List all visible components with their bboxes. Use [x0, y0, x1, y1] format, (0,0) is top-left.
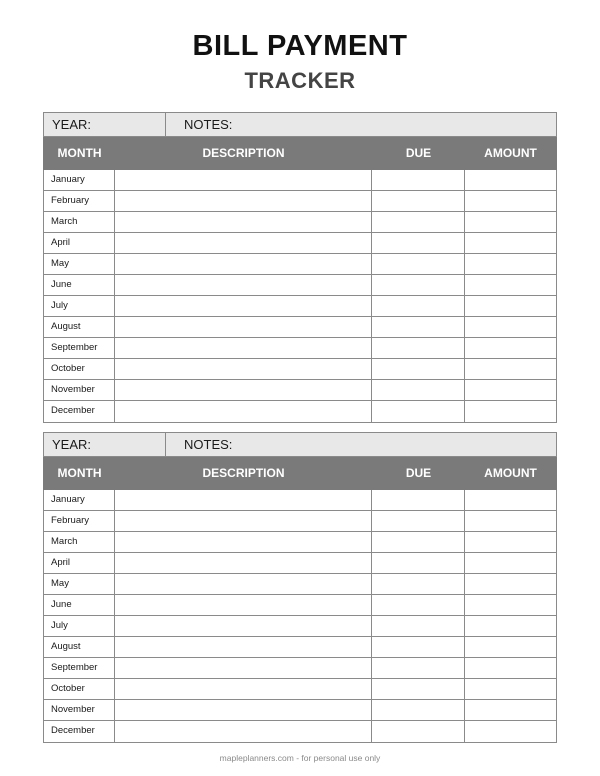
description-cell[interactable]	[115, 359, 372, 379]
table-row	[44, 317, 556, 338]
table-row	[44, 254, 556, 275]
table-row	[44, 721, 556, 742]
header-description: DESCRIPTION	[202, 466, 285, 480]
description-cell[interactable]	[115, 637, 372, 657]
notes-field[interactable]: NOTES:	[184, 117, 233, 132]
month-cell: May	[44, 574, 115, 594]
amount-cell[interactable]	[465, 296, 556, 316]
due-cell[interactable]	[372, 553, 465, 573]
amount-cell[interactable]	[465, 359, 556, 379]
description-cell[interactable]	[115, 254, 372, 274]
amount-cell[interactable]	[465, 637, 556, 657]
year-field[interactable]: YEAR:	[44, 113, 166, 136]
table-row	[44, 553, 556, 574]
description-cell[interactable]	[115, 490, 372, 510]
month-cell: February	[44, 511, 115, 531]
amount-cell[interactable]	[465, 254, 556, 274]
due-cell[interactable]	[372, 490, 465, 510]
table-row	[44, 616, 556, 637]
month-cell: October	[44, 679, 115, 699]
due-cell[interactable]	[372, 679, 465, 699]
month-cell: January	[44, 170, 115, 190]
due-cell[interactable]	[372, 254, 465, 274]
amount-cell[interactable]	[465, 700, 556, 720]
notes-field[interactable]: NOTES:	[184, 437, 233, 452]
table-header	[43, 457, 557, 490]
table-row	[44, 296, 556, 317]
month-cell: September	[44, 658, 115, 678]
year-field[interactable]: YEAR:	[44, 433, 166, 456]
due-cell[interactable]	[372, 700, 465, 720]
due-cell[interactable]	[372, 616, 465, 636]
table-body	[43, 170, 557, 423]
table-row	[44, 380, 556, 401]
table-row	[44, 532, 556, 553]
due-cell[interactable]	[372, 532, 465, 552]
month-cell: September	[44, 338, 115, 358]
month-cell: January	[44, 490, 115, 510]
amount-cell[interactable]	[465, 317, 556, 337]
due-cell[interactable]	[372, 191, 465, 211]
amount-cell[interactable]	[465, 212, 556, 232]
header-due: DUE	[405, 146, 432, 160]
due-cell[interactable]	[372, 658, 465, 678]
description-cell[interactable]	[115, 679, 372, 699]
month-cell: July	[44, 616, 115, 636]
description-cell[interactable]	[115, 700, 372, 720]
amount-cell[interactable]	[465, 658, 556, 678]
year-notes-row	[43, 432, 557, 457]
month-cell: November	[44, 380, 115, 400]
amount-cell[interactable]	[465, 380, 556, 400]
month-cell: August	[44, 637, 115, 657]
table-row	[44, 637, 556, 658]
due-cell[interactable]	[372, 401, 465, 422]
due-cell[interactable]	[372, 721, 465, 742]
month-cell: March	[44, 212, 115, 232]
due-cell[interactable]	[372, 511, 465, 531]
month-cell: October	[44, 359, 115, 379]
header-amount: AMOUNT	[484, 146, 537, 160]
amount-cell[interactable]	[465, 338, 556, 358]
table-row	[44, 679, 556, 700]
tracker-table-1	[43, 112, 557, 423]
description-cell[interactable]	[115, 233, 372, 253]
table-row	[44, 170, 556, 191]
table-row	[44, 191, 556, 212]
amount-cell[interactable]	[465, 616, 556, 636]
description-cell[interactable]	[115, 511, 372, 531]
footer-note: mapleplanners.com - for personal use only	[219, 753, 381, 763]
month-cell: April	[44, 233, 115, 253]
month-cell: December	[44, 401, 115, 422]
due-cell[interactable]	[372, 212, 465, 232]
due-cell[interactable]	[372, 275, 465, 295]
table-row	[44, 359, 556, 380]
table-row	[44, 658, 556, 679]
table-row	[44, 212, 556, 233]
description-cell[interactable]	[115, 616, 372, 636]
amount-cell[interactable]	[465, 532, 556, 552]
due-cell[interactable]	[372, 380, 465, 400]
page-subtitle: TRACKER	[244, 68, 356, 93]
description-cell[interactable]	[115, 532, 372, 552]
table-row	[44, 401, 556, 422]
description-cell[interactable]	[115, 275, 372, 295]
description-cell[interactable]	[115, 658, 372, 678]
description-cell[interactable]	[115, 380, 372, 400]
header-month: MONTH	[57, 146, 102, 160]
table-row	[44, 574, 556, 595]
table-row	[44, 490, 556, 511]
due-cell[interactable]	[372, 233, 465, 253]
description-cell[interactable]	[115, 574, 372, 594]
description-cell[interactable]	[115, 721, 372, 742]
amount-cell[interactable]	[465, 574, 556, 594]
month-cell: July	[44, 296, 115, 316]
description-cell[interactable]	[115, 170, 372, 190]
due-cell[interactable]	[372, 359, 465, 379]
month-cell: June	[44, 595, 115, 615]
table-body	[43, 490, 557, 743]
month-cell: August	[44, 317, 115, 337]
header-amount: AMOUNT	[484, 466, 537, 480]
description-cell[interactable]	[115, 191, 372, 211]
description-cell[interactable]	[115, 553, 372, 573]
month-cell: November	[44, 700, 115, 720]
month-cell: March	[44, 532, 115, 552]
due-cell[interactable]	[372, 170, 465, 190]
description-cell[interactable]	[115, 317, 372, 337]
description-cell[interactable]	[115, 296, 372, 316]
header-description: DESCRIPTION	[202, 146, 285, 160]
table-row	[44, 233, 556, 254]
tracker-table-2	[43, 432, 557, 743]
due-cell[interactable]	[372, 296, 465, 316]
amount-cell[interactable]	[465, 553, 556, 573]
header-due: DUE	[405, 466, 432, 480]
table-row	[44, 511, 556, 532]
amount-cell[interactable]	[465, 401, 556, 422]
table-row	[44, 275, 556, 296]
description-cell[interactable]	[115, 401, 372, 422]
due-cell[interactable]	[372, 637, 465, 657]
amount-cell[interactable]	[465, 490, 556, 510]
description-cell[interactable]	[115, 595, 372, 615]
amount-cell[interactable]	[465, 595, 556, 615]
due-cell[interactable]	[372, 317, 465, 337]
month-cell: February	[44, 191, 115, 211]
month-cell: April	[44, 553, 115, 573]
month-cell: December	[44, 721, 115, 742]
table-row	[44, 338, 556, 359]
amount-cell[interactable]	[465, 275, 556, 295]
header-month: MONTH	[57, 466, 102, 480]
table-row	[44, 595, 556, 616]
amount-cell[interactable]	[465, 679, 556, 699]
page-title: BILL PAYMENT	[192, 30, 408, 62]
amount-cell[interactable]	[465, 191, 556, 211]
table-row	[44, 700, 556, 721]
description-cell[interactable]	[115, 212, 372, 232]
month-cell: May	[44, 254, 115, 274]
amount-cell[interactable]	[465, 721, 556, 742]
amount-cell[interactable]	[465, 170, 556, 190]
table-header	[43, 137, 557, 170]
due-cell[interactable]	[372, 595, 465, 615]
year-notes-row	[43, 112, 557, 137]
due-cell[interactable]	[372, 574, 465, 594]
due-cell[interactable]	[372, 338, 465, 358]
amount-cell[interactable]	[465, 233, 556, 253]
month-cell: June	[44, 275, 115, 295]
description-cell[interactable]	[115, 338, 372, 358]
amount-cell[interactable]	[465, 511, 556, 531]
